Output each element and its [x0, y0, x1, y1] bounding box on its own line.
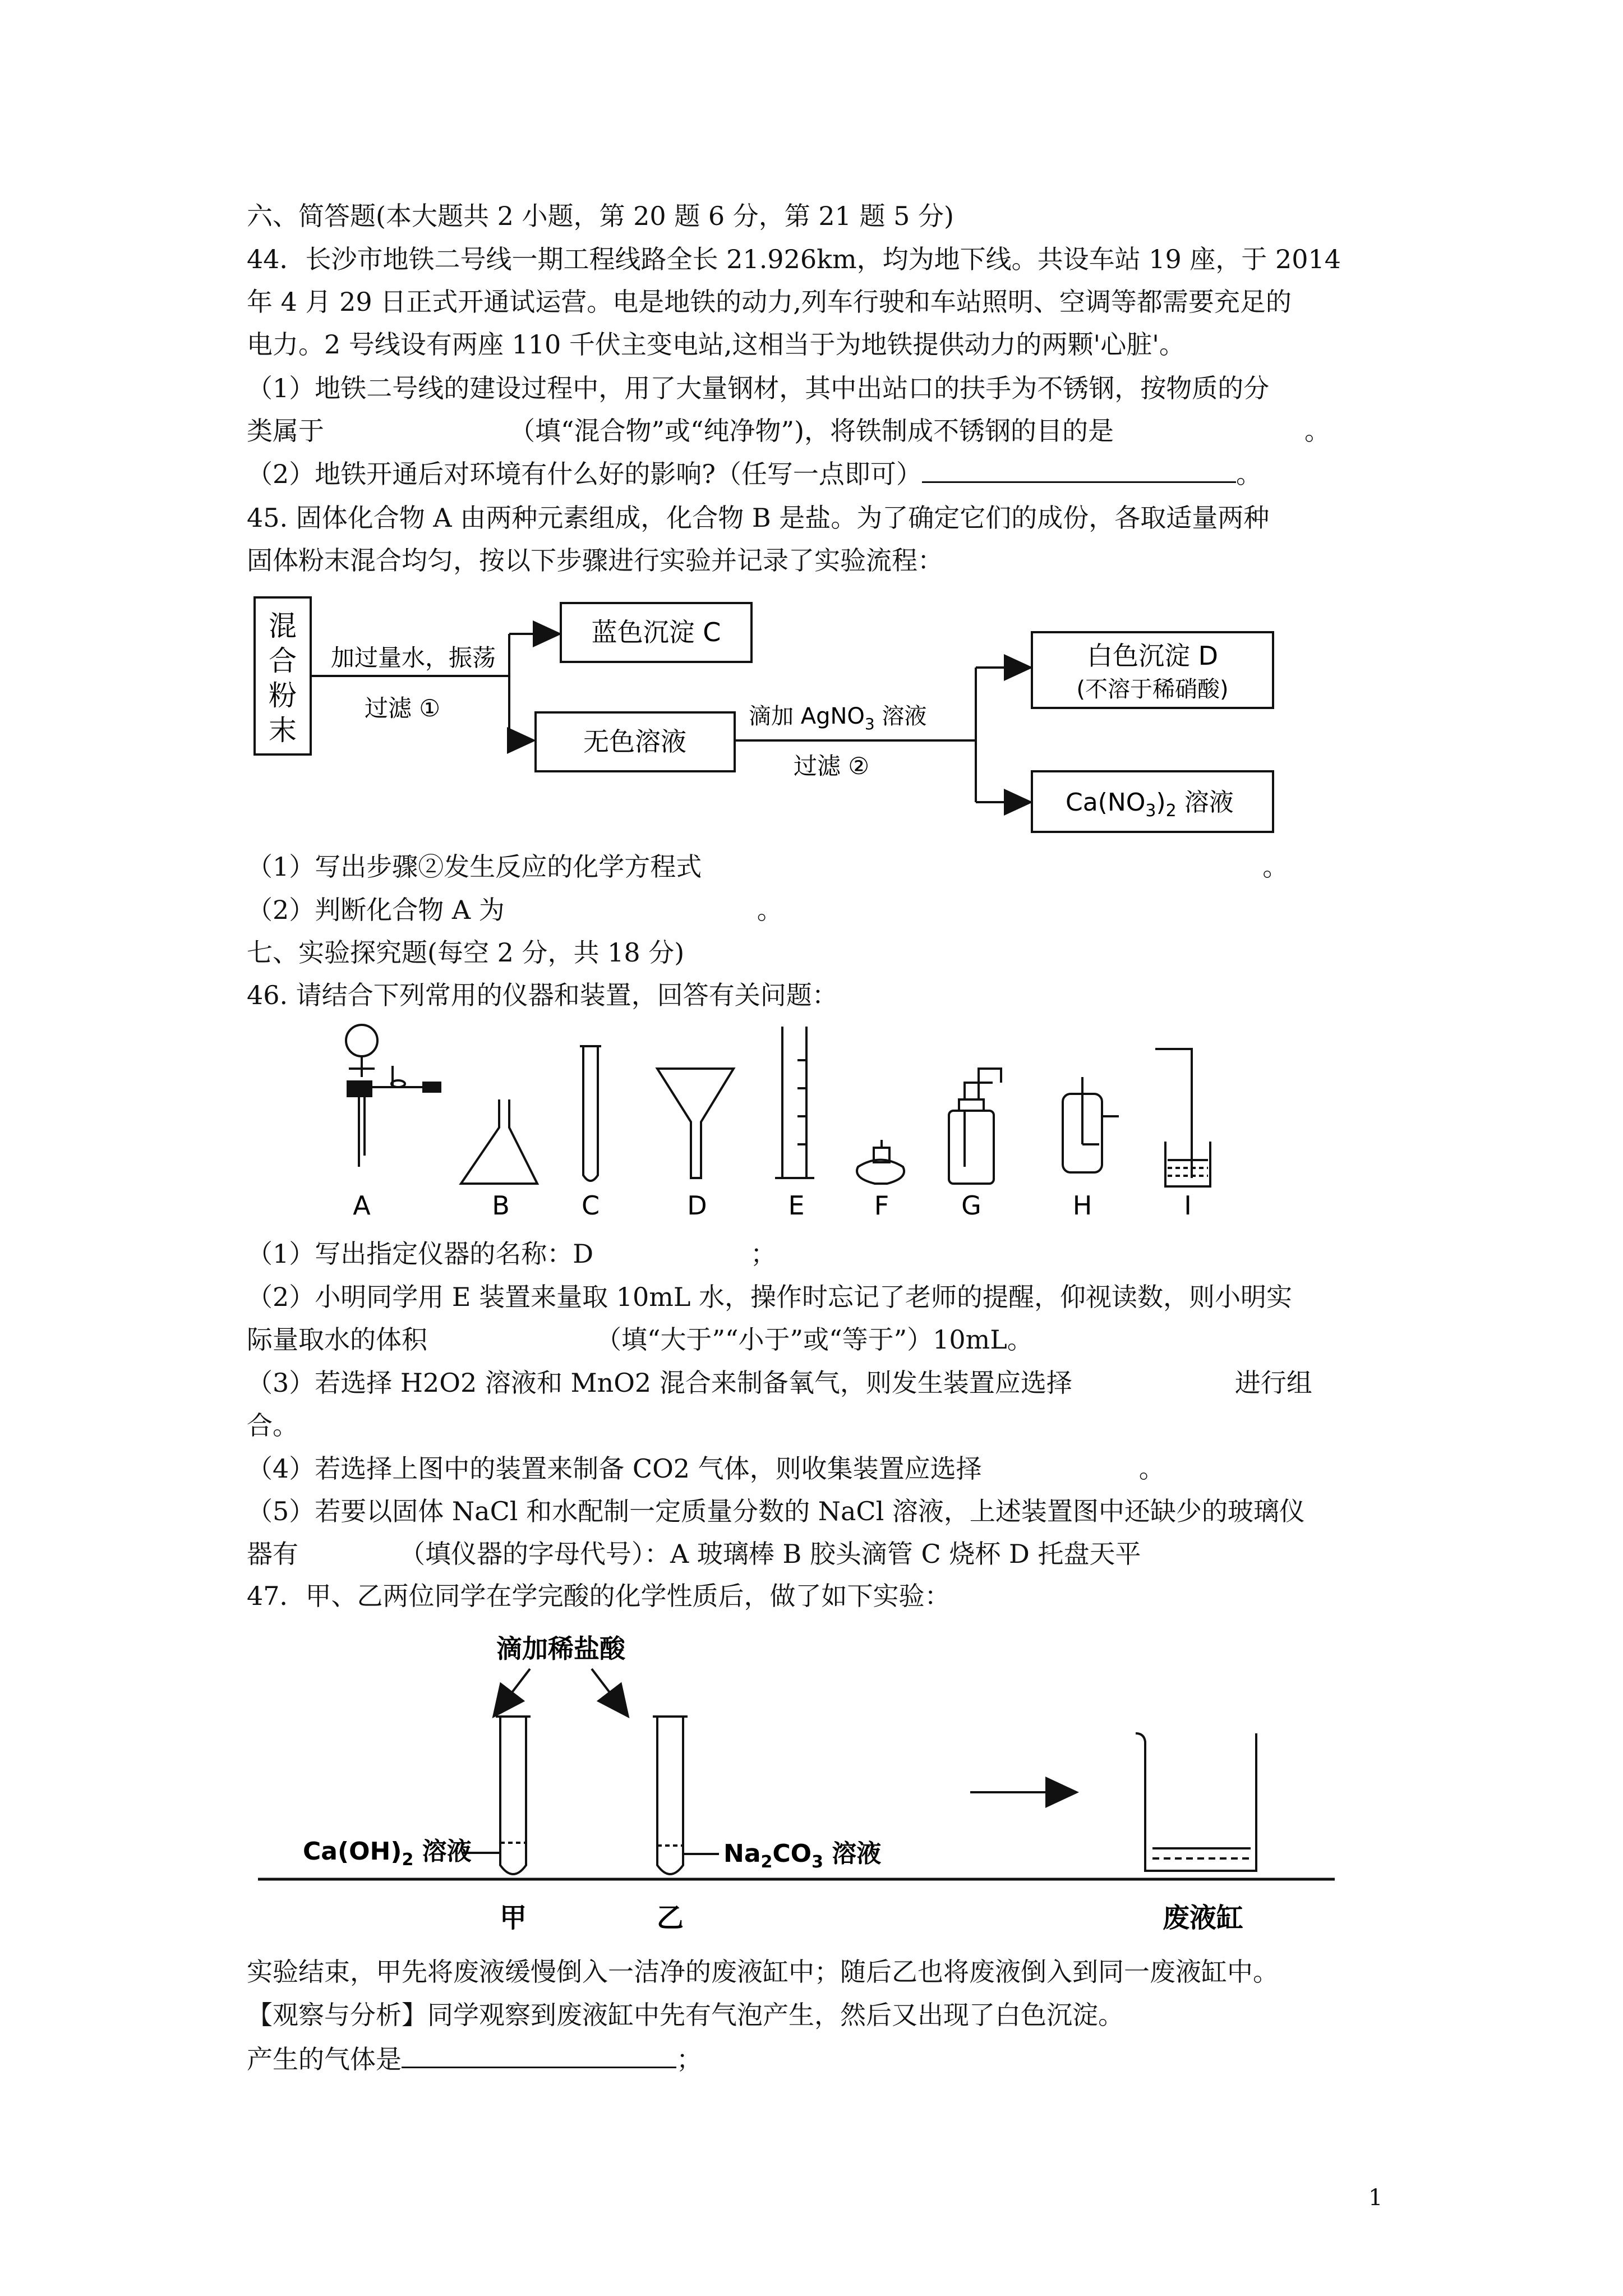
q46-p4-line [247, 1452, 1165, 1485]
q44-p2-line [247, 457, 1262, 491]
apparatus-c-test-tube-icon [583, 1046, 598, 1181]
apparatus-label-e: E [788, 1190, 805, 1217]
flow-box-c-label: 蓝色沉淀 C [591, 617, 721, 647]
apparatus-label-i: I [1184, 1190, 1192, 1217]
q47-answer-blank-1[interactable] [402, 2042, 676, 2068]
q47-text-a: 产生的气体是 [247, 2044, 402, 2074]
q44-answer-blank-3[interactable] [922, 457, 1236, 483]
q46-p1-text-a: （1）写出指定仪器的名称：D [247, 1239, 594, 1269]
q45-p2-text-b: 。 [757, 895, 783, 925]
q46-p4-text-a: （4）若选择上图中的装置来制备 CO2 气体，则收集装置应选择 [247, 1453, 982, 1484]
flow-mix-char-3: 粉 [269, 679, 297, 712]
apparatus-h-bottle-icon [1063, 1077, 1119, 1172]
flow-step2-top: 滴加 AgNO$_3$ 溶液 [749, 703, 927, 733]
q47-beaker-label: 废液缸 [1162, 1902, 1244, 1934]
q47-text-b: ； [676, 2044, 702, 2074]
q44-p1-text-a: 类属于 [247, 416, 324, 446]
apparatus-label-b: B [492, 1190, 510, 1217]
apparatus-label-d: D [687, 1190, 707, 1217]
q45-p1-text-b: 。 [1262, 852, 1289, 882]
q47-line2: 【观察与分析】同学观察到废液缸中先有气泡产生，然后又出现了白色沉淀。 [247, 2000, 1124, 2030]
q45-line2: 固体粉末混合均匀，按以下步骤进行实验并记录了实验流程： [247, 545, 943, 576]
q44-line2: 年 4 月 29 日正式开通试运营。电是地铁的动力,列车行驶和车站照明、空调等都需要充足的 [247, 287, 1292, 317]
flow-box-colorless-label: 无色溶液 [583, 726, 686, 757]
q47-line1: 实验结束，甲先将废液缓慢倒入一洁净的废液缸中；随后乙也将废液倒入到同一废液缸中。 [247, 1957, 1279, 1987]
q47-left-solution-label: $Ca(OH)_2$ 溶液 [303, 1837, 472, 1870]
q46-p3-line2: 合。 [247, 1410, 298, 1441]
apparatus-label-f: F [874, 1190, 889, 1217]
q45-p1-line [247, 850, 1288, 884]
q46-p3-text-b: 进行组 [1234, 1368, 1312, 1398]
q46-p1-line [247, 1237, 776, 1271]
q46-p3-text-a: （3）若选择 H2O2 溶液和 MnO2 混合来制备氧气，则发生装置应选择 [247, 1368, 1072, 1398]
flow-box-d-line2: (不溶于稀硝酸) [1076, 677, 1229, 702]
q46-p2-line2 [247, 1323, 1033, 1356]
q47-tube-jia-label: 甲 [499, 1902, 527, 1934]
q46-p1-text-b: ； [750, 1239, 777, 1269]
flow-box-ca-label: $Ca(NO_3)_2$ 溶液 [1066, 788, 1234, 821]
section7-title: 七、实验探究题(每空 2 分，共 18 分) [247, 937, 685, 968]
apparatus-g-gas-bottle-icon [949, 1069, 1001, 1184]
q45-line1: 45. 固体化合物 A 由两种元素组成，化合物 B 是盐。为了确定它们的成份，各取适量两种 [247, 503, 1270, 533]
apparatus-i-beaker-icon [1155, 1049, 1210, 1186]
q45-p2-text-a: （2）判断化合物 A 为 [247, 895, 505, 925]
q44-p1-line2 [247, 414, 1330, 448]
q44-line1: 44．长沙市地铁二号线一期工程线路全长 21.926km，均为地下线。共设车站 19 座，于 2014 [247, 244, 1341, 274]
q47-intro: 47．甲、乙两位同学在学完酸的化学性质后，做了如下实验： [247, 1581, 951, 1611]
tube-yi-icon [657, 1717, 683, 1874]
q46-p2-text-a: 际量取水的体积 [247, 1324, 427, 1355]
q45-p2-line [247, 893, 783, 927]
flow-mix-char-4: 末 [269, 714, 297, 747]
q46-intro: 46. 请结合下列常用的仪器和装置，回答有关问题： [247, 980, 838, 1010]
flow-step2-bottom: 过滤 ② [794, 752, 870, 780]
q44-p2-text-b: 。 [1235, 459, 1262, 489]
q47-right-solution-label: $Na_2CO_3$ 溶液 [723, 1839, 882, 1872]
q47-dropping-acid-label: 滴加稀盐酸 [496, 1634, 625, 1664]
q46-p5-text-a: 器有 [247, 1539, 298, 1569]
q45-p1-text-a: （1）写出步骤②发生反应的化学方程式 [247, 852, 702, 882]
q44-p1-text-b: （填“混合物”或“纯净物”)，将铁制成不锈钢的目的是 [509, 416, 1114, 446]
tube-jia-icon [500, 1717, 526, 1874]
q47-line3 [247, 2042, 702, 2076]
apparatus-a-icon [346, 1025, 440, 1167]
flow-step1-bottom: 过滤 ① [365, 694, 441, 722]
q46-p4-text-b: 。 [1138, 1453, 1165, 1484]
flow-mix-char-1: 混 [269, 610, 297, 642]
flow-mix-char-2: 合 [269, 645, 297, 677]
apparatus-label-g: G [961, 1190, 981, 1217]
q45-flowchart [247, 592, 1312, 839]
apparatus-b-conical-flask-icon [461, 1099, 537, 1184]
q46-p3-line1 [247, 1366, 1312, 1400]
flow-step1-top: 加过量水，振荡 [331, 644, 496, 671]
q46-p5-text-b: （填仪器的字母代号）：A 玻璃棒 B 胶头滴管 C 烧杯 D 托盘天平 [399, 1539, 1141, 1569]
q44-p1-line1: （1）地铁二号线的建设过程中，用了大量钢材，其中出站口的扶手为不锈钢，按物质的分 [247, 373, 1270, 403]
flow-box-d-line1: 白色沉淀 D [1086, 641, 1219, 671]
q46-apparatus-figure [314, 1015, 1301, 1217]
q46-p5-line2 [247, 1537, 1141, 1571]
apparatus-label-a: A [353, 1190, 371, 1217]
q46-p2-text-b: （填“大于”“小于”或“等于”）10mL。 [596, 1324, 1033, 1355]
apparatus-label-h: H [1072, 1190, 1092, 1217]
section6-title: 六、简答题(本大题共 2 小题，第 20 题 6 分，第 21 题 5 分) [247, 201, 954, 231]
q44-line3: 电力。2 号线设有两座 110 千伏主变电站,这相当于为地铁提供动力的两颗'心脏'。 [247, 329, 1185, 360]
q46-p5-line1: （5）若要以固体 NaCl 和水配制一定质量分数的 NaCl 溶液，上述装置图中还缺少的玻璃仪 [247, 1496, 1305, 1526]
apparatus-label-c: C [581, 1190, 600, 1217]
page-number: 1 [1368, 2185, 1383, 2211]
q47-experiment-figure [247, 1624, 1368, 1944]
waste-beaker-icon [1136, 1733, 1256, 1871]
q44-p1-text-c: 。 [1304, 416, 1331, 446]
q46-p2-line1: （2）小明同学用 E 装置来量取 10mL 水，操作时忘记了老师的提醒，仰视读数，则小明实 [247, 1282, 1293, 1312]
q47-tube-yi-label: 乙 [656, 1902, 684, 1934]
q44-p2-text-a: （2）地铁开通后对环境有什么好的影响?（任写一点即可） [247, 459, 922, 489]
apparatus-d-funnel-icon [657, 1069, 734, 1178]
apparatus-e-measuring-cylinder-icon [775, 1027, 814, 1178]
apparatus-f-alcohol-lamp-icon [857, 1140, 904, 1184]
